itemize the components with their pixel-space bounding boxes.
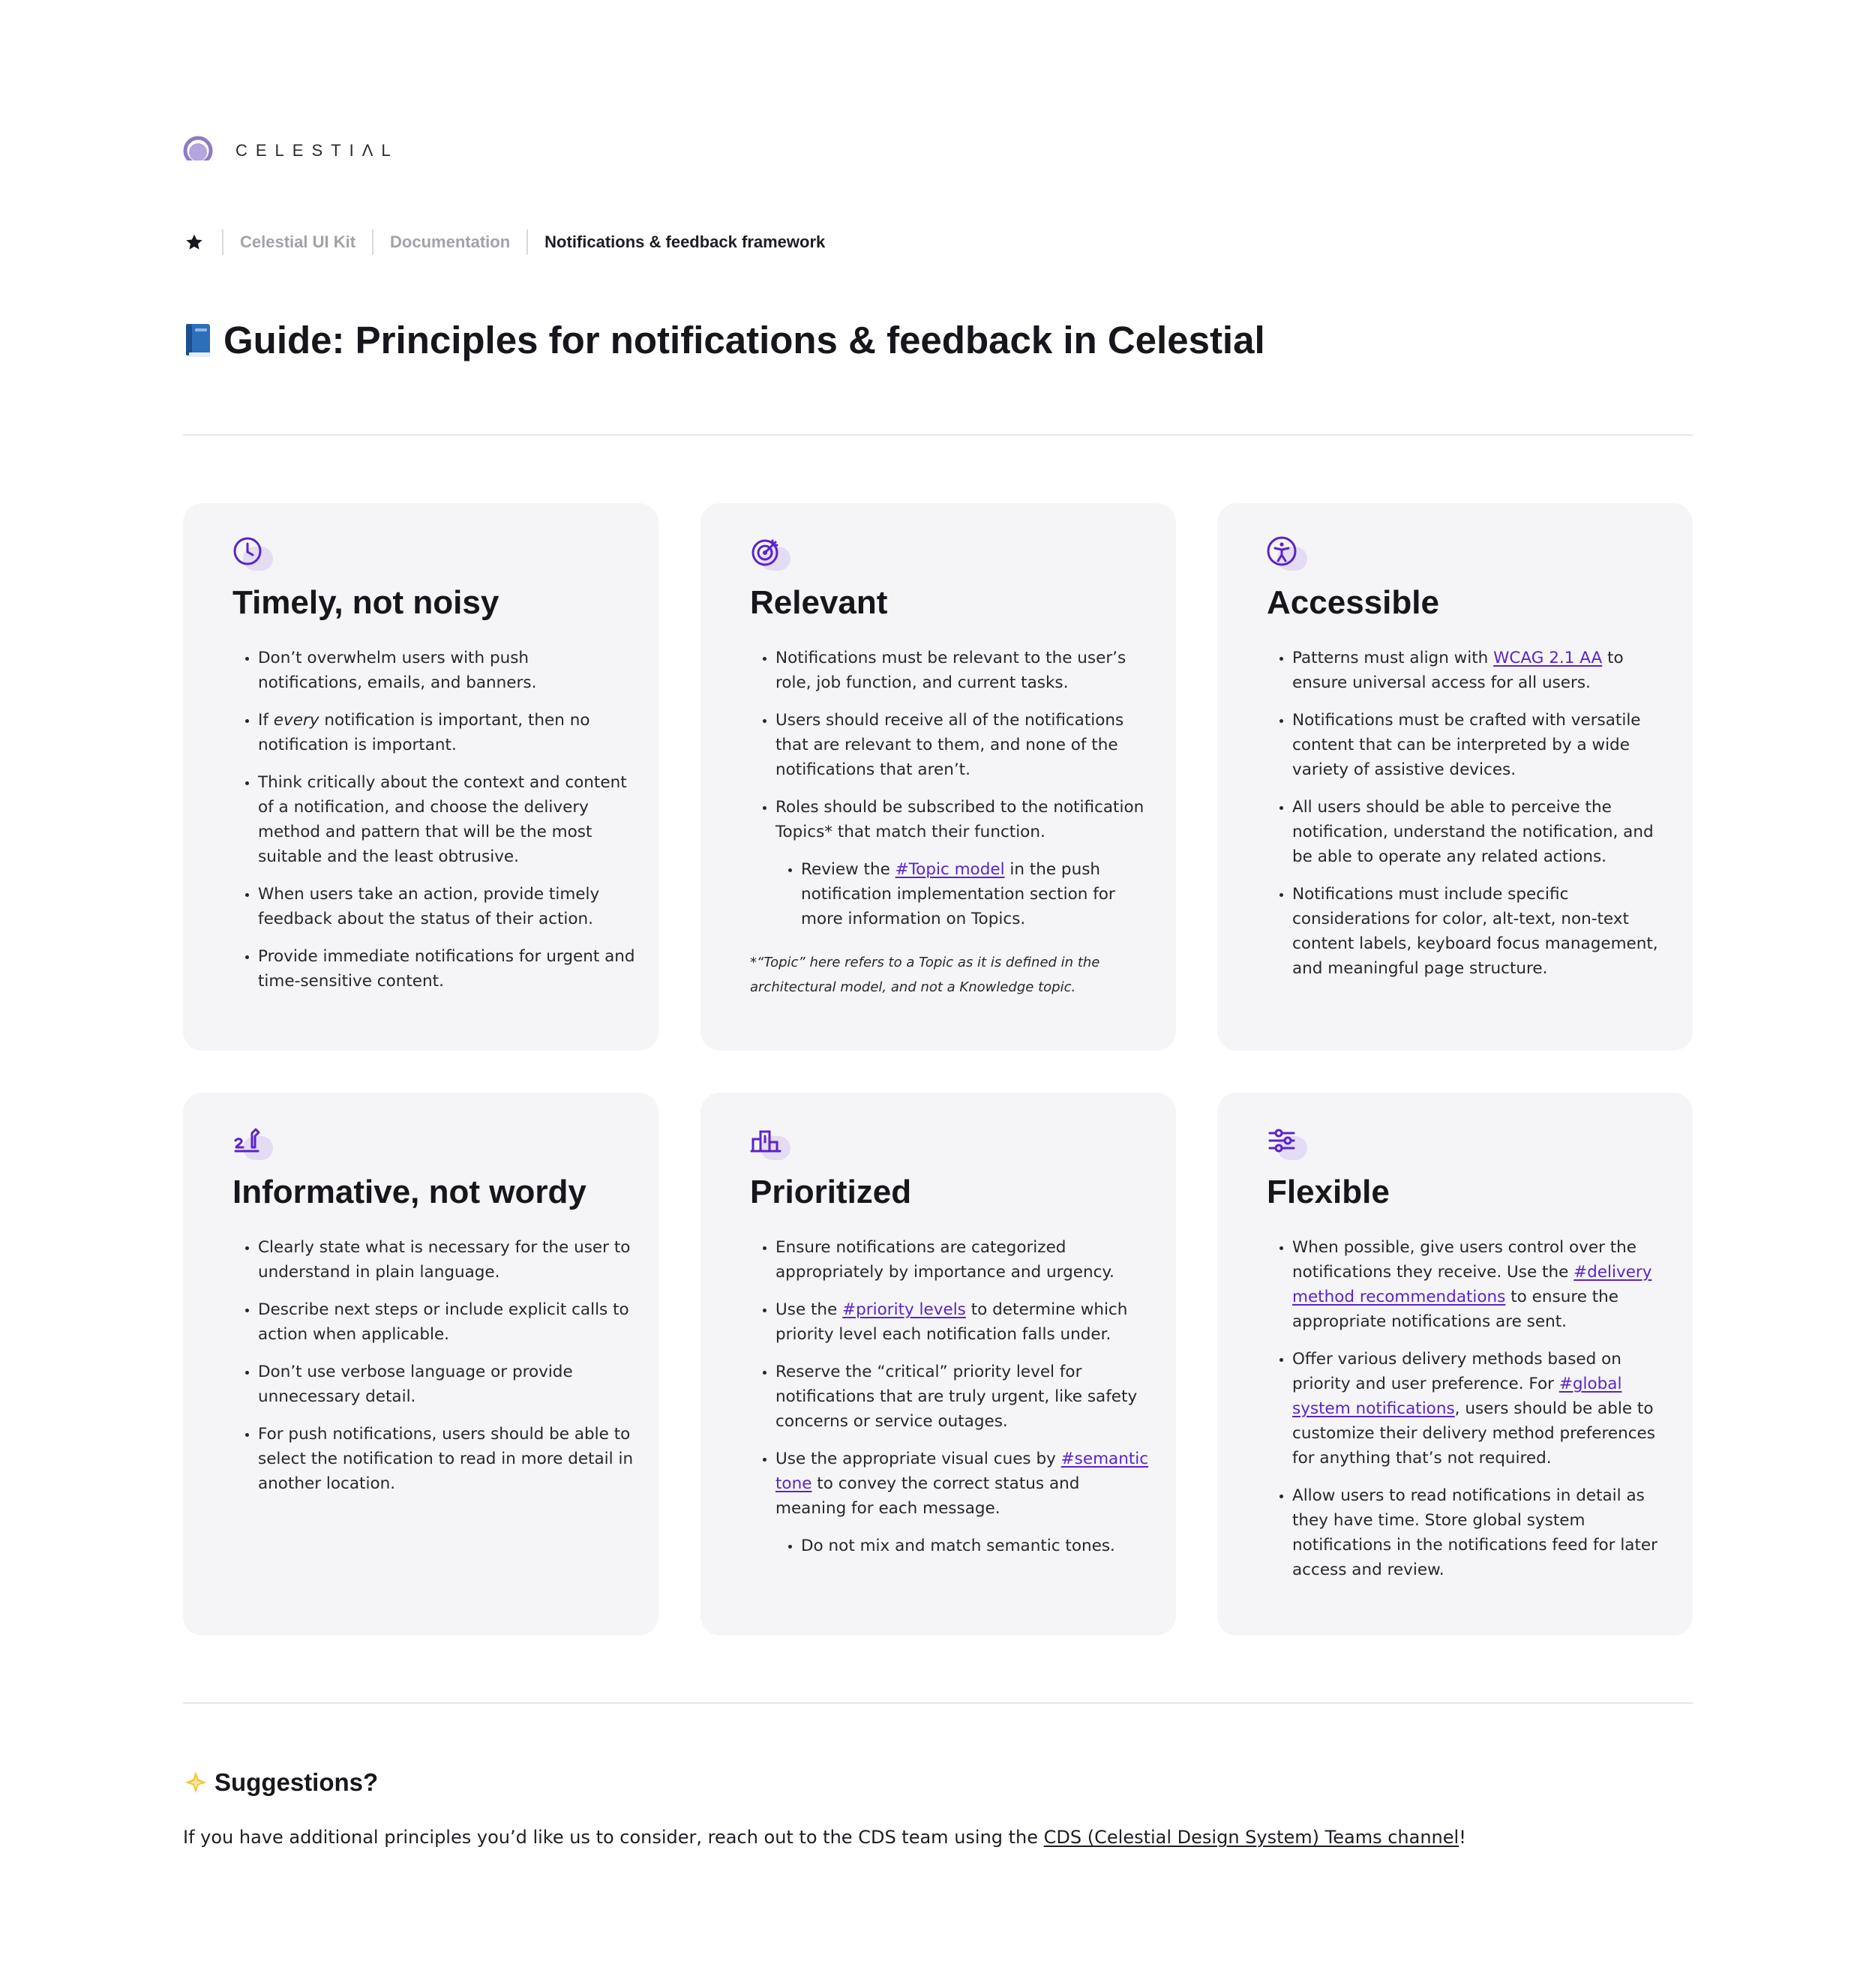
target-icon — [750, 536, 792, 572]
semantic-tone-link[interactable]: #semantic tone — [776, 1450, 1149, 1493]
global-system-notifications-link[interactable]: #global system notifications — [1292, 1375, 1622, 1418]
podium-icon — [750, 1126, 792, 1162]
card-informative — [183, 1093, 658, 1636]
list-item: • If every notification is important, then no notification is important. — [258, 708, 636, 757]
topic-model-link[interactable]: #Topic model — [895, 860, 1005, 879]
breadcrumb-item-ui-kit[interactable]: Celestial UI Kit — [240, 232, 356, 251]
breadcrumb-separator — [372, 229, 374, 255]
card-flexible — [1217, 1093, 1693, 1636]
book-icon — [183, 322, 213, 358]
list-item: • Think critically about the context and content of a notification, and choose the delivery method and pattern that will be the most suitable and the least obtrusive. — [258, 770, 636, 869]
list-item: • Provide immediate notifications for urgent and time-sensitive content. — [258, 944, 636, 994]
page-title-text: Guide: Principles for notifications & feedback in Celestial — [224, 319, 1265, 361]
suggestions-heading — [183, 1768, 378, 1797]
breadcrumb-separator — [222, 229, 224, 255]
bullet-list — [750, 646, 1154, 944]
list-item: • Notifications must be crafted with versatile content that can be interpreted by a wide variety of assistive devices. — [1292, 708, 1670, 782]
list-item: • Users should receive all of the notifications that are relevant to them, and none of the notifications that aren’t. — [776, 708, 1154, 782]
list-item: • When users take an action, provide timely feedback about the status of their action. — [258, 882, 636, 931]
list-item: • Use the #priority levels to determine which priority level each notification falls under. — [776, 1297, 1154, 1347]
list-item: • Patterns must align with WCAG 2.1 AA to ensure universal access for all users. — [1292, 646, 1670, 695]
list-item: • Notifications must include specific considerations for color, alt-text, non-text content labels, keyboard focus management, and meaningful page structure. — [1292, 882, 1670, 981]
clock-icon — [232, 536, 274, 572]
bullet-list — [232, 646, 636, 1006]
bullet-list — [1267, 646, 1670, 994]
list-item: • Describe next steps or include explicit calls to action when applicable. — [258, 1297, 636, 1347]
breadcrumb — [183, 229, 825, 256]
list-item: • All users should be able to perceive the notification, understand the notification, and be able to operate any related actions. — [1292, 795, 1670, 869]
list-item: • Don’t use verbose language or provide unnecessary detail. — [258, 1360, 636, 1409]
brand-name: CELESTIΛL — [236, 141, 399, 160]
card-title: Informative, not wordy — [232, 1174, 586, 1210]
list-item: • Notifications must be relevant to the user’s role, job function, and current tasks. — [776, 646, 1154, 695]
list-item: • For push notifications, users should be able to select the notification to read in more detail in another location. — [258, 1422, 636, 1496]
footnote: *“Topic” here refers to a Topic as it is defined in the architectural model, and not a Knowledge topic. — [750, 955, 1100, 995]
accessibility-icon — [1267, 536, 1309, 572]
list-item: • Clearly state what is necessary for the user to understand in plain language. — [258, 1235, 636, 1285]
teams-channel-link[interactable]: CDS (Celestial Design System) Teams channel — [1043, 1827, 1460, 1848]
card-title: Accessible — [1267, 584, 1439, 621]
list-item: • Review the #Topic model in the push notification implementation section for more information on Topics. — [801, 857, 1154, 931]
breadcrumb-item-documentation[interactable]: Documentation — [390, 232, 511, 251]
page-title — [183, 318, 1265, 362]
bullet-list — [750, 1235, 1154, 1571]
list-item: • Roles should be subscribed to the notification Topics* that match their function. • Review the #Topic model in the push notification implementation section for more information on Topics. — [776, 795, 1154, 931]
card-title: Relevant — [750, 584, 888, 621]
list-item: • Don’t overwhelm users with push notifications, emails, and banners. — [258, 646, 636, 695]
list-item: • Reserve the “critical” priority level for notifications that are truly urgent, like safety concerns or service outages. — [776, 1360, 1154, 1434]
logo-mark-icon — [183, 136, 213, 166]
list-item: • Offer various delivery methods based on priority and user preference. For #global system notifications, users should be able to customize their delivery method preferences for anything that’s not required. — [1292, 1347, 1670, 1471]
sparkle-icon — [183, 1770, 208, 1795]
card-relevant — [700, 503, 1176, 1051]
list-item: • Allow users to read notifications in detail as they have time. Store global system notifications in the notifications feed for later access and review. — [1292, 1483, 1670, 1582]
breadcrumb-item-current: Notifications & feedback framework — [544, 232, 826, 251]
bullet-list — [1267, 1235, 1670, 1595]
edit-text-icon — [232, 1126, 274, 1162]
card-prioritized — [700, 1093, 1176, 1636]
card-title: Prioritized — [750, 1174, 912, 1210]
wcag-link[interactable]: WCAG 2.1 AA — [1493, 649, 1603, 667]
card-timely — [183, 503, 658, 1051]
list-item: • Ensure notifications are categorized appropriately by importance and urgency. — [776, 1235, 1154, 1285]
priority-levels-link[interactable]: #priority levels — [842, 1300, 966, 1319]
list-item: • Do not mix and match semantic tones. — [801, 1534, 1154, 1558]
bullet-list — [232, 1235, 636, 1509]
sliders-icon — [1267, 1126, 1309, 1162]
breadcrumb-separator — [526, 229, 528, 255]
list-item: • When possible, give users control over the notifications they receive. Use the #delivery method recommendations to ensure the appropriate notifications are sent. — [1292, 1235, 1670, 1334]
delivery-method-link[interactable]: #delivery method recommendations — [1292, 1263, 1652, 1306]
card-title: Flexible — [1267, 1174, 1390, 1210]
card-accessible — [1217, 503, 1693, 1051]
sub-list — [776, 1534, 1154, 1558]
card-title: Timely, not noisy — [232, 584, 500, 621]
divider-bottom — [183, 1702, 1693, 1704]
suggestions-title: Suggestions? — [214, 1768, 379, 1796]
suggestions-text: If you have additional principles you’d like us to consider, reach out to the CDS team using the CDS (Celestial Design System) Teams channel! — [183, 1827, 1466, 1848]
star-icon[interactable] — [183, 231, 206, 253]
divider-top — [183, 434, 1693, 436]
list-item: • Use the appropriate visual cues by #semantic tone to convey the correct status and meaning for each message. • Do not mix and match semantic tones. — [776, 1447, 1154, 1558]
sub-list — [776, 857, 1154, 931]
brand-logo[interactable] — [183, 136, 399, 166]
